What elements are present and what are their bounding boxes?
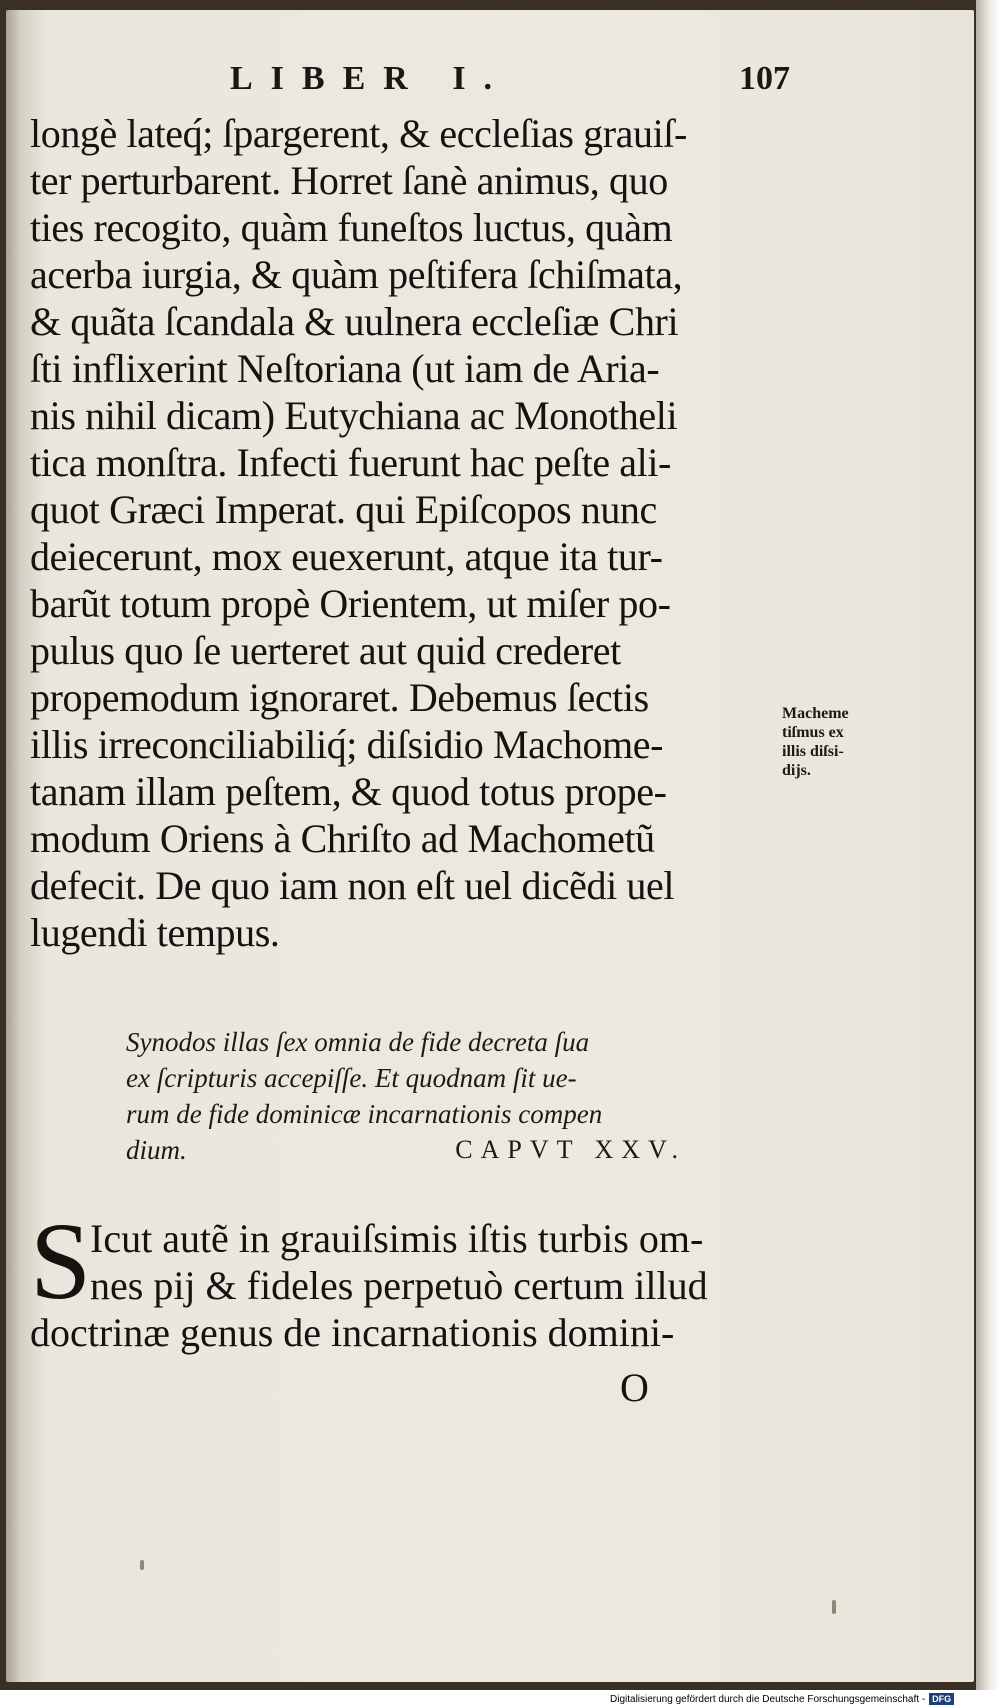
text-line: nis nihil dicam) Eutychiana ac Monotheli [30,393,678,438]
running-head-title: LIBER I. [230,60,511,97]
text-line: propemodum ignoraret. Debemus ſectis [30,675,649,720]
text-line: defecit. De quo iam non eſt uel dicẽdi uel [30,863,675,908]
summary-line: rum de fide dominicæ incarnationis compen [126,1099,603,1129]
chapter-summary [126,1024,706,1168]
main-text-block [30,110,790,956]
text-line: pulus quo ſe uerteret aut quid crederet [30,628,621,673]
text-line: tica monſtra. Infecti fuerunt hac peſte ali- [30,440,671,485]
running-head [230,60,790,106]
marginal-note-line: Macheme [782,705,849,722]
text-line: barũt totum propè Orientem, ut miſer po- [30,581,671,626]
catchword: O [620,1365,649,1410]
text-line: lugendi tempus. [30,910,280,955]
page-edge [976,0,1000,1690]
text-line: modum Oriens à Chriſto ad Machometũ [30,816,655,861]
dfg-logo: DFG [929,1693,954,1705]
marginal-note-line: tiſmus ex [782,724,844,741]
credit-text: Digitalisierung gefördert durch die Deutsche Forschungsgemeinschaft - [610,1693,926,1705]
text-line: ties recogito, quàm funeſtos luctus, quàm [30,205,673,250]
summary-last-row [126,1132,686,1168]
drop-cap: S [30,1200,92,1322]
text-line: acerba iurgia, & quàm peſtifera ſchiſmata, [30,252,683,297]
paper-blemish [832,1600,836,1614]
chapter-heading: CAPVT XXV. [455,1135,686,1164]
text-line: deiecerunt, mox euexerunt, atque ita tur- [30,534,663,579]
marginal-note [782,704,907,780]
opening-line: doctrinæ genus de incarnationis domini- [30,1310,675,1355]
text-line: & quãta ſcandala & uulnera eccleſiæ Chri [30,299,679,344]
opening-line: nes pij & fideles perpetuò certum illud [90,1263,708,1308]
chapter-opening [30,1200,790,1356]
summary-last-word: dium. [126,1135,187,1165]
opening-line: Icut autẽ in grauiſsimis iſtis turbis om- [90,1216,704,1261]
marginal-note-line: illis diſsi- [782,743,844,760]
marginal-note-line: dijs. [782,762,811,779]
paper-blemish [140,1560,144,1570]
text-line: tanam illam peſtem, & quod totus prope- [30,769,667,814]
text-line: longè lateq́; ſpargerent, & eccleſias grauiſ- [30,111,687,156]
summary-line: ex ſcripturis accepiſſe. Et quodnam ſit ue- [126,1063,577,1093]
text-line: illis irreconciliabiliq́; diſsidio Machome- [30,722,664,767]
summary-line: Synodos illas ſex omnia de fide decreta ſua [126,1027,590,1057]
text-line: ſti inflixerint Neſtoriana (ut iam de Aria- [30,346,660,391]
text-line: quot Græci Imperat. qui Epiſcopos nunc [30,487,657,532]
page-number: 107 [739,60,790,97]
text-line: ter perturbarent. Horret ſanè animus, quo [30,158,668,203]
digitization-credit [610,1692,954,1706]
